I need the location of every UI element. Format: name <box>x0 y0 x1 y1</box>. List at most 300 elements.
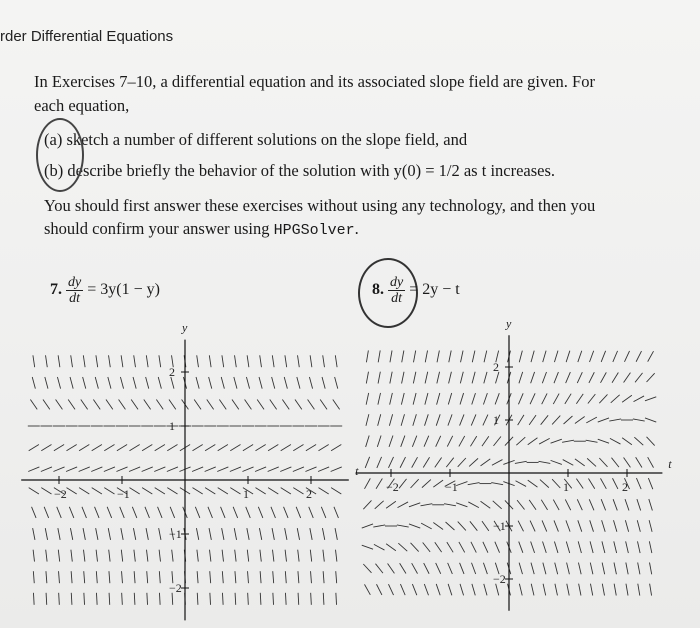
slope-mark <box>626 541 629 553</box>
slope-mark <box>79 444 89 450</box>
slope-mark <box>172 550 173 562</box>
slope-mark <box>66 444 76 450</box>
slope-mark <box>221 507 226 518</box>
t-tick-label: 1 <box>563 480 569 494</box>
slope-mark <box>468 483 480 485</box>
slope-mark <box>159 550 160 562</box>
slope-mark <box>472 563 476 574</box>
slope-mark <box>32 377 35 389</box>
slope-mark <box>333 399 340 409</box>
slope-mark <box>335 355 337 367</box>
slope-mark <box>424 563 429 574</box>
slope-mark <box>366 393 369 405</box>
slope-mark <box>624 351 629 362</box>
slope-mark <box>634 396 645 402</box>
t-tick-label: 1 <box>243 487 249 501</box>
slope-mark <box>519 584 522 596</box>
slope-mark <box>543 351 546 363</box>
slope-mark <box>259 528 261 540</box>
slope-mark <box>567 563 570 575</box>
slope-mark <box>96 355 98 367</box>
slope-mark <box>336 550 337 562</box>
slope-mark <box>156 399 163 409</box>
exercise-8-den: dt <box>391 291 403 306</box>
slope-mark <box>626 584 628 596</box>
slope-mark <box>366 414 369 426</box>
slope-mark <box>635 373 642 382</box>
slope-mark <box>285 593 286 605</box>
exercise-7-rhs: = 3y(1 − y) <box>87 281 160 299</box>
slope-mark <box>309 507 314 518</box>
slope-mark <box>587 458 596 466</box>
slope-mark <box>146 355 148 367</box>
slope-mark <box>268 467 279 472</box>
slope-mark <box>46 571 47 583</box>
slope-mark <box>637 499 641 510</box>
slope-mark <box>298 571 299 583</box>
slope-mark <box>624 373 631 383</box>
slope-mark <box>470 521 477 530</box>
slope-mark <box>32 507 37 518</box>
slope-mark <box>310 550 311 562</box>
slope-mark <box>472 372 475 384</box>
slope-mark <box>159 355 161 367</box>
slope-mark <box>448 393 451 405</box>
slope-mark <box>364 478 370 488</box>
slope-mark <box>554 541 558 552</box>
slope-mark <box>378 414 381 426</box>
slope-mark <box>650 563 652 575</box>
slope-mark <box>362 545 373 549</box>
slope-mark <box>492 460 503 466</box>
slope-mark <box>543 563 546 575</box>
slope-mark <box>413 372 416 384</box>
t-tick-label: 2 <box>306 487 312 501</box>
slope-mark <box>95 377 98 389</box>
slope-mark <box>398 502 409 508</box>
slope-mark <box>601 351 605 362</box>
slope-mark <box>400 563 406 573</box>
slope-mark <box>281 444 291 450</box>
item-a: (a) sketch a number of different solutions on the slope field, and <box>44 130 468 149</box>
y-axis-label: y <box>182 320 188 335</box>
slope-mark <box>104 467 115 472</box>
slope-mark <box>310 528 312 540</box>
slope-mark <box>402 372 404 384</box>
slope-mark <box>374 544 385 550</box>
slope-mark <box>331 467 342 472</box>
slope-mark <box>53 467 64 472</box>
slope-mark <box>554 372 558 383</box>
slope-mark <box>433 522 443 529</box>
slope-mark <box>108 377 111 389</box>
slope-mark <box>578 541 581 553</box>
slope-mark <box>285 528 287 540</box>
slope-mark <box>247 355 249 367</box>
slope-mark <box>566 541 569 553</box>
slope-mark <box>528 438 538 445</box>
slope-mark <box>543 541 547 552</box>
slope-mark <box>91 467 102 472</box>
slope-mark <box>614 520 617 532</box>
slope-mark <box>647 373 655 382</box>
slope-mark <box>566 351 570 362</box>
slope-mark <box>590 563 593 575</box>
slope-mark <box>472 393 476 404</box>
slope-mark <box>469 458 478 466</box>
slope-mark <box>71 355 73 367</box>
slope-mark <box>192 488 202 494</box>
slope-mark <box>41 467 52 472</box>
slope-mark <box>409 503 420 507</box>
slope-mark <box>412 457 418 467</box>
slope-mark <box>519 563 522 575</box>
slope-mark <box>222 571 223 583</box>
y-tick-label: −1 <box>169 527 182 541</box>
slope-mark <box>318 467 329 472</box>
slope-mark <box>435 457 442 467</box>
slope-mark <box>400 584 405 595</box>
slope-mark <box>210 550 211 562</box>
slope-mark <box>159 571 160 583</box>
slope-mark <box>335 377 338 389</box>
slope-mark <box>624 457 631 467</box>
slope-mark <box>196 377 199 389</box>
slope-mark <box>633 419 645 421</box>
slope-mark <box>255 444 265 450</box>
slope-mark <box>318 488 328 494</box>
slope-mark <box>144 399 151 409</box>
slope-mark <box>626 563 628 575</box>
slope-mark <box>481 459 491 466</box>
slope-mark <box>247 528 249 540</box>
slope-mark <box>142 488 152 494</box>
slope-mark <box>234 528 236 540</box>
slope-mark <box>389 436 393 447</box>
slope-mark <box>390 372 392 384</box>
slope-mark <box>614 584 616 596</box>
slope-mark <box>309 377 312 389</box>
slope-mark <box>246 377 249 389</box>
slope-mark <box>636 457 642 467</box>
slope-mark <box>169 399 176 409</box>
slope-mark <box>233 507 238 518</box>
slope-mark <box>285 571 286 583</box>
slope-mark <box>209 377 212 389</box>
intro-line-1: In Exercises 7–10, a differential equation and its associated slope field are given. For <box>34 72 595 91</box>
slope-mark <box>205 467 216 472</box>
slope-mark <box>58 355 60 367</box>
slope-mark <box>444 504 456 506</box>
slope-mark <box>197 593 198 605</box>
slope-mark <box>167 467 178 472</box>
slope-mark <box>84 550 85 562</box>
slope-mark <box>45 528 47 540</box>
slope-mark <box>425 372 428 384</box>
exercise-7-fraction <box>66 275 83 306</box>
slope-mark <box>44 507 49 518</box>
slope-mark <box>437 372 440 384</box>
slope-mark <box>272 355 274 367</box>
slope-mark <box>389 414 392 426</box>
slope-mark <box>248 593 249 605</box>
slope-mark <box>539 438 550 444</box>
slope-mark <box>634 437 643 445</box>
slope-mark <box>378 372 380 384</box>
slope-mark <box>543 584 546 596</box>
slope-mark <box>575 459 585 466</box>
slope-mark <box>637 541 640 553</box>
slope-mark <box>167 488 177 494</box>
slope-mark <box>420 504 432 506</box>
slope-mark <box>612 478 617 489</box>
slope-mark <box>516 437 525 445</box>
t-tick-label: −1 <box>117 487 130 501</box>
y-tick-label: −2 <box>493 572 506 586</box>
intro-line-4-text: should confirm your answer using <box>44 219 274 238</box>
slope-mark <box>576 479 583 489</box>
slope-mark <box>411 479 419 488</box>
slope-mark <box>311 571 312 583</box>
slope-mark <box>590 520 594 531</box>
slope-mark <box>107 507 112 518</box>
slope-mark <box>293 467 304 472</box>
slope-mark <box>529 500 536 510</box>
slope-mark <box>611 458 618 467</box>
slope-mark <box>306 444 316 450</box>
exercise-8-fraction <box>388 275 405 306</box>
slope-mark <box>518 415 524 425</box>
slope-mark <box>142 467 153 472</box>
slope-mark <box>551 460 562 464</box>
slope-mark <box>551 439 562 443</box>
y-tick-label: 1 <box>169 419 175 433</box>
intro-line-4 <box>44 221 359 238</box>
exercise-7-number: 7. <box>50 281 62 299</box>
slope-mark <box>260 355 262 367</box>
slope-mark <box>57 377 60 389</box>
slope-mark <box>119 399 126 409</box>
slope-mark <box>448 563 453 574</box>
slope-mark <box>437 351 439 363</box>
slope-mark <box>425 393 428 405</box>
slope-mark <box>218 444 228 450</box>
slope-mark <box>423 543 430 552</box>
slope-mark <box>612 372 618 382</box>
slope-mark <box>448 414 452 425</box>
slope-mark <box>366 350 368 362</box>
slope-mark <box>424 436 429 447</box>
slope-mark <box>610 438 621 444</box>
slope-mark <box>122 593 123 605</box>
slope-mark <box>28 467 39 472</box>
slope-mark <box>142 444 152 450</box>
slope-mark <box>235 355 237 367</box>
slope-mark <box>45 377 48 389</box>
slope-mark <box>83 528 85 540</box>
slope-mark <box>272 528 274 540</box>
slope-mark <box>96 593 97 605</box>
slope-mark <box>425 414 429 425</box>
slope-mark <box>517 500 524 509</box>
slope-mark <box>92 488 102 494</box>
slope-mark <box>197 550 198 562</box>
slope-mark <box>234 377 237 389</box>
slope-mark <box>625 520 628 532</box>
y-tick-label: −2 <box>169 581 182 595</box>
slope-mark <box>483 415 488 426</box>
slope-mark <box>257 399 264 409</box>
slope-mark <box>566 520 570 531</box>
slope-mark <box>588 394 595 403</box>
slope-mark <box>335 528 337 540</box>
slope-mark <box>293 444 303 450</box>
slope-mark <box>56 399 63 409</box>
y-tick-label: 2 <box>493 360 499 374</box>
slope-mark <box>155 444 165 450</box>
slope-mark <box>84 593 85 605</box>
slope-mark <box>446 458 453 467</box>
slope-mark <box>553 394 559 404</box>
y-tick-label: 1 <box>493 413 499 427</box>
slope-mark <box>622 438 632 445</box>
slope-mark <box>43 399 50 409</box>
slope-mark <box>435 542 442 552</box>
slope-mark <box>109 593 110 605</box>
slope-mark <box>46 593 47 605</box>
slope-mark <box>460 393 464 404</box>
slope-mark <box>167 444 177 450</box>
slope-mark <box>131 399 138 409</box>
slope-mark <box>70 377 73 389</box>
slope-mark <box>622 395 632 402</box>
slope-mark <box>577 372 582 383</box>
slope-mark <box>554 351 558 362</box>
slope-mark <box>386 544 396 551</box>
slope-mark <box>272 377 275 389</box>
slope-mark <box>147 593 148 605</box>
slope-mark <box>471 414 476 425</box>
slope-mark <box>146 528 148 540</box>
slope-mark <box>401 393 404 405</box>
slope-mark <box>155 488 165 494</box>
slope-mark <box>636 351 641 362</box>
slope-mark <box>209 528 211 540</box>
slope-mark <box>134 593 135 605</box>
slope-mark <box>565 394 571 404</box>
slope-mark <box>495 542 500 553</box>
slope-mark <box>121 550 122 562</box>
slope-mark <box>134 571 135 583</box>
slope-mark <box>436 436 441 447</box>
slope-mark <box>66 488 76 494</box>
slope-mark <box>471 542 476 553</box>
slope-mark <box>280 467 291 472</box>
slope-mark <box>336 571 337 583</box>
slope-mark <box>577 499 582 510</box>
slope-mark <box>401 414 404 426</box>
slope-mark <box>446 522 455 530</box>
slope-mark <box>530 393 535 404</box>
slope-mark <box>364 584 370 594</box>
slope-mark <box>400 457 405 468</box>
slope-mark <box>493 501 502 509</box>
slope-mark <box>414 351 416 363</box>
slope-mark <box>531 351 534 363</box>
slope-mark <box>495 393 499 404</box>
slope-mark <box>54 444 64 450</box>
slope-mark <box>377 457 382 468</box>
slope-mark <box>222 593 223 605</box>
slope-mark <box>192 467 203 472</box>
chapter-header: rder Differential Equations <box>0 28 174 45</box>
slope-mark <box>159 528 161 540</box>
slope-mark <box>232 399 239 409</box>
exercise-7-den: dt <box>69 291 81 306</box>
slope-mark <box>397 525 409 527</box>
slope-mark <box>129 444 139 450</box>
slope-mark <box>323 550 324 562</box>
slope-mark <box>491 483 503 485</box>
slope-mark <box>271 507 276 518</box>
slope-mark <box>242 467 253 472</box>
slope-mark <box>93 399 100 409</box>
slope-mark <box>217 467 228 472</box>
t-tick-label: −2 <box>54 487 67 501</box>
slope-mark <box>159 593 160 605</box>
slope-mark <box>255 467 266 472</box>
slope-mark <box>104 444 114 450</box>
slope-mark <box>611 395 620 403</box>
slope-mark <box>484 351 487 363</box>
slope-mark <box>468 502 479 508</box>
slope-mark <box>230 467 241 472</box>
slope-mark <box>366 372 368 384</box>
slope-mark <box>362 524 373 528</box>
slope-mark <box>541 415 548 424</box>
exercise-8-number: 8. <box>372 281 384 299</box>
slope-mark <box>209 355 211 367</box>
t-axis-label: t <box>355 464 359 478</box>
slope-mark <box>602 520 606 531</box>
slope-mark <box>68 399 75 409</box>
slope-mark <box>598 439 609 443</box>
slope-mark <box>586 440 598 442</box>
slope-mark <box>132 507 137 518</box>
slope-mark <box>120 507 125 518</box>
slope-mark <box>331 444 341 450</box>
slope-mark <box>205 488 215 494</box>
slope-mark <box>230 488 240 494</box>
slope-mark <box>614 563 616 575</box>
slope-mark <box>448 584 452 595</box>
slope-mark <box>483 393 487 404</box>
slope-mark <box>578 520 582 531</box>
slope-mark <box>638 584 640 596</box>
slope-mark <box>235 550 236 562</box>
y-axis-label: y <box>506 316 512 331</box>
slope-mark <box>145 507 150 518</box>
slope-mark <box>437 393 440 405</box>
slope-mark <box>436 563 441 574</box>
slope-mark <box>388 563 395 573</box>
slope-mark <box>613 351 618 362</box>
slope-mark <box>320 399 327 409</box>
slope-mark <box>96 528 98 540</box>
slope-mark <box>378 350 380 362</box>
slope-mark <box>563 460 574 466</box>
slope-mark <box>378 393 381 405</box>
